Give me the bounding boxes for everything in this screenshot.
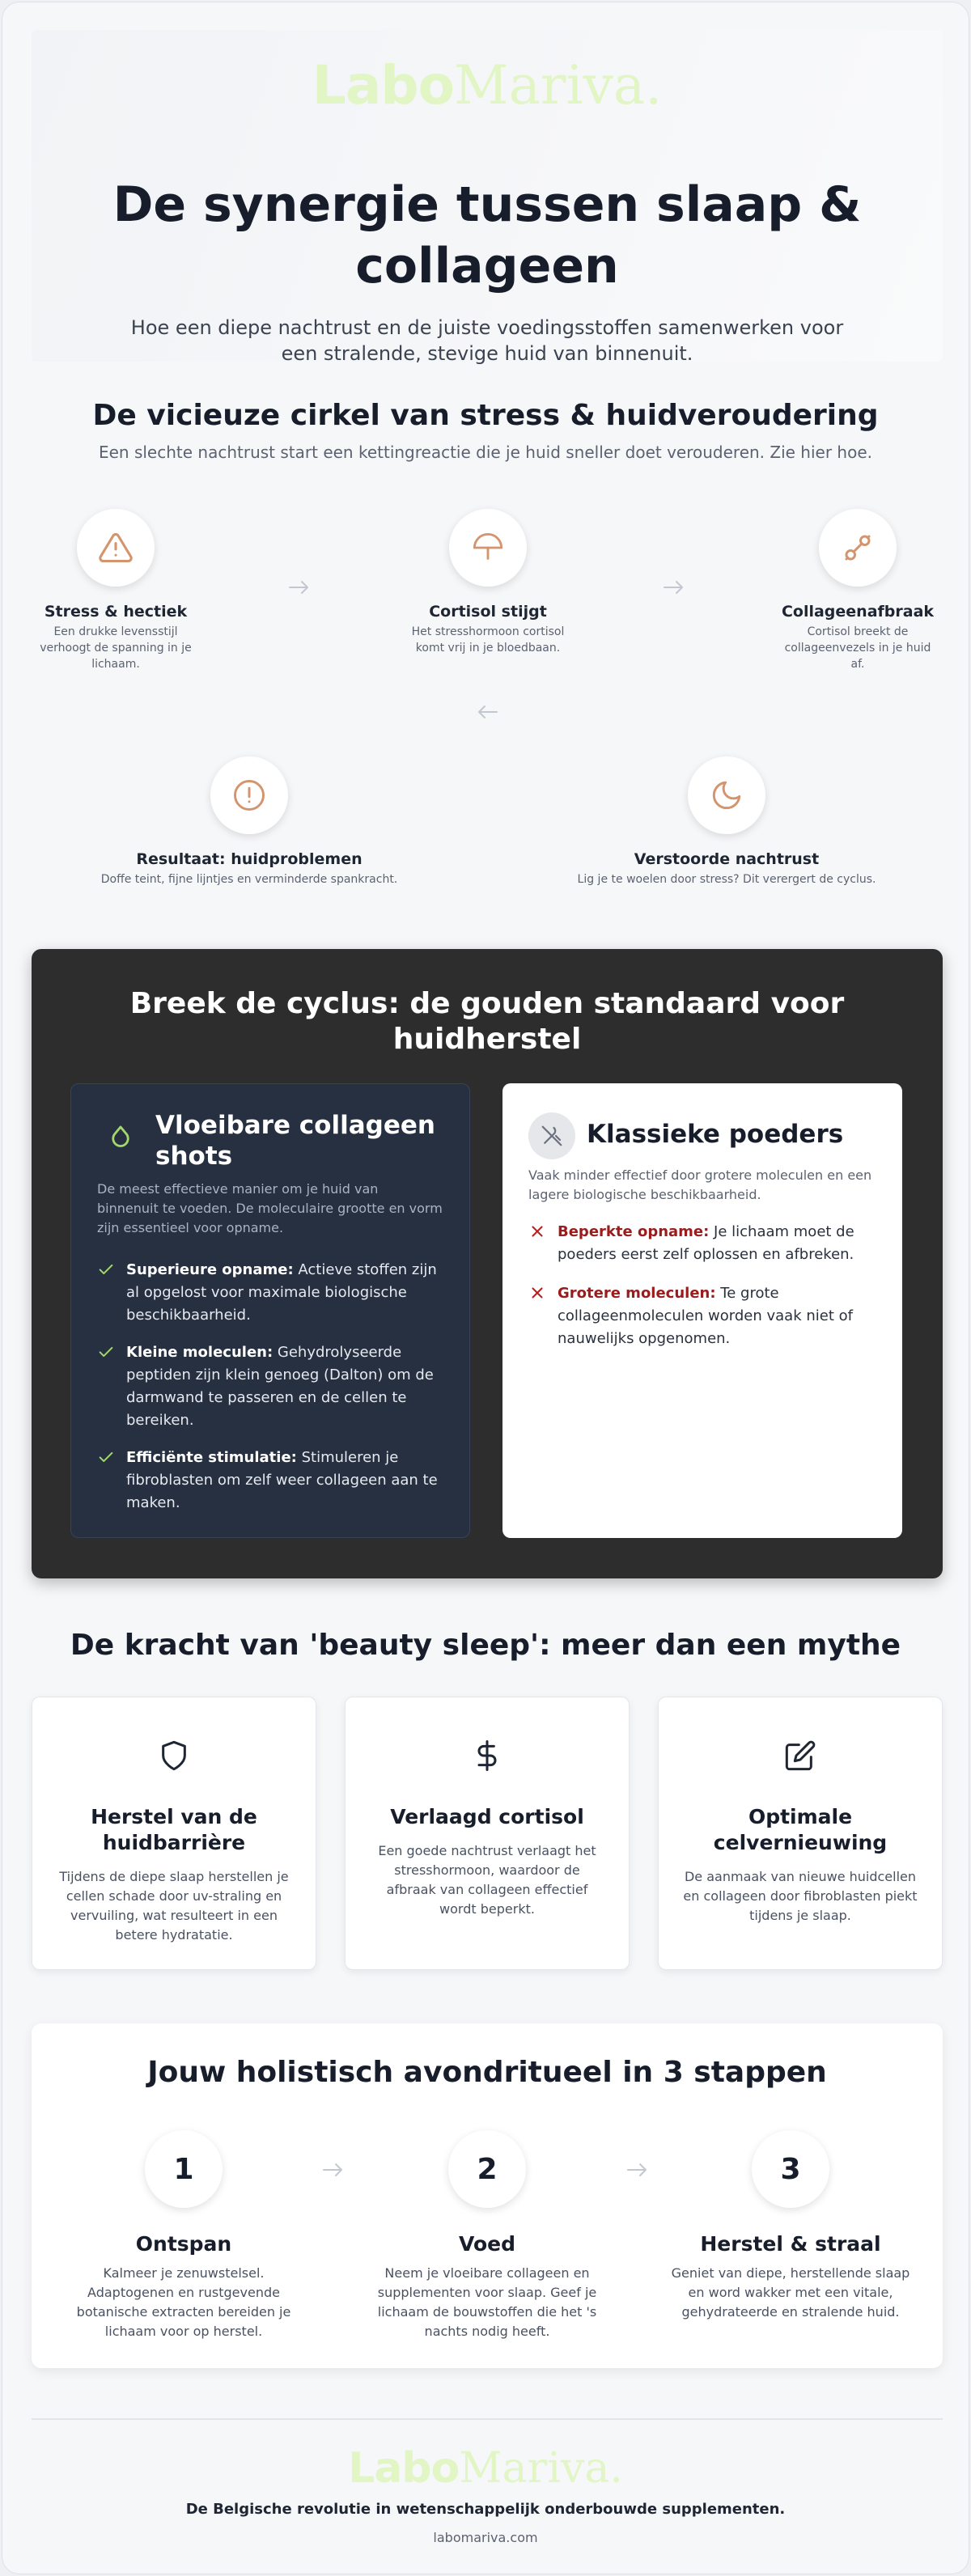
drawback-list	[528, 1221, 873, 1366]
arrow-right-icon	[287, 578, 312, 596]
step-icon-circle	[210, 756, 288, 834]
feature-card-cortisol	[345, 1697, 630, 1970]
ritual-step-3	[669, 2130, 912, 2322]
feature-text: Tijdens de diepe slaap herstellen je cellen schade door uv-straling en vervuiling, wat resulteert in een betere hydratatie.	[59, 1869, 289, 1943]
break-cycle-section	[32, 949, 943, 1578]
ritual-title: Jouw holistisch avondritueel in 3 stappen	[147, 2056, 827, 2089]
alert-circle-icon	[232, 778, 266, 812]
classic-powder-card	[502, 1083, 902, 1538]
step-text: Cortisol breekt de collageenvezels in je huid af.	[784, 625, 931, 671]
step-title: Cortisol stijgt	[429, 603, 547, 621]
umbrella-icon	[472, 532, 504, 564]
cycle-subtitle: Een slechte nachtrust start een kettingreactie die je huid sneller doet verouderen. Zie hier hoe.	[98, 443, 872, 462]
benefit-list	[97, 1259, 440, 1529]
step-title: Collageenafbraak	[781, 603, 935, 621]
shield-icon	[158, 1739, 190, 1772]
list-item: Grotere moleculen: Te grote collageenmoleculen worden vaak niet of nauwelijks opgenomen.	[528, 1282, 873, 1350]
ritual-step-text: Neem je vloeibare collageen en supplementen voor slaap. Geef je lichaam de bouwstoffen die het 's nachts nodig heeft.	[377, 2265, 597, 2339]
step-title: Stress & hectiek	[44, 603, 188, 621]
ritual-step-2	[366, 2130, 608, 2341]
card-description: Vaak minder effectief door grotere moleculen en een lagere biologische beschikbaarheid.	[528, 1167, 872, 1202]
warning-triangle-icon	[98, 530, 134, 566]
card-description: De meest effectieve manier om je huid van binnenuit te voeden. De moleculaire grootte en vorm zijn essentieel voor opname.	[97, 1181, 443, 1235]
cross-icon	[528, 1284, 546, 1302]
cycle-step-result	[83, 756, 415, 888]
feature-card-barrier	[32, 1697, 316, 1970]
step-text: Doffe teint, fijne lijntjes en verminderde spankracht.	[100, 873, 398, 886]
footer-tagline: De Belgische revolutie in wetenschappelijk onderbouwde supplementen.	[185, 2501, 786, 2518]
list-item: Kleine moleculen: Gehydrolyseerde peptiden zijn klein genoeg (Dalton) om de darmwand te passeren en de cellen te bereiken.	[97, 1341, 440, 1432]
cycle-step-cortisol	[407, 509, 569, 656]
cycle-title: De vicieuze cirkel van stress & huidveroudering	[92, 399, 879, 432]
cycle-step-stress	[35, 509, 197, 672]
feature-text: De aanmaak van nieuwe huidcellen en collageen door fibroblasten piekt tijdens je slaap.	[683, 1869, 918, 1923]
droplet-icon	[107, 1123, 134, 1150]
no-scoop-icon	[540, 1124, 564, 1148]
arrow-right-icon	[321, 2161, 346, 2179]
arrow-right-icon	[662, 578, 686, 596]
feature-text: Een goede nachtrust verlaagt het stresshormoon, waardoor de afbraak van collageen effectief wordt beperkt.	[378, 1843, 596, 1917]
ritual-step-text: Geniet van diepe, herstellende slaap en word wakker met een vitale, gehydrateerde en stralende huid.	[671, 2265, 910, 2320]
footer-divider	[32, 2418, 943, 2420]
step-icon-circle	[819, 509, 897, 587]
brand-logo: LaboMariva.	[312, 54, 663, 117]
step-icon-circle	[688, 756, 765, 834]
feature-title: Verlaagd cortisol	[390, 1805, 584, 1828]
list-item: Superieure opname: Actieve stoffen zijn al opgelost voor maximale biologische beschikbaarheid.	[97, 1259, 440, 1327]
list-item: Beperkte opname: Je lichaam moet de poeders eerst zelf oplossen en afbreken.	[528, 1221, 873, 1266]
dollar-icon	[471, 1739, 503, 1772]
card-title: Klassieke poeders	[587, 1120, 844, 1149]
hero-section	[32, 30, 943, 365]
feature-title: Optimale celvernieuwing	[713, 1805, 888, 1854]
step-icon-circle	[77, 509, 155, 587]
step-text: Lig je te woelen door stress? Dit verergert de cyclus.	[577, 873, 876, 886]
page	[2, 2, 969, 2574]
step-icon-circle	[449, 509, 527, 587]
ritual-step-text: Kalmeer je zenuwstelsel. Adaptogenen en rustgevende botanische extracten bereiden je lichaam voor op herstel.	[76, 2265, 291, 2339]
ritual-step-title: Voed	[458, 2232, 515, 2256]
ritual-step-1	[62, 2130, 305, 2341]
page-title: De synergie tussen slaap & collageen	[112, 176, 862, 294]
step-text: Een drukke levensstijl verhoogt de spanning in je lichaam.	[40, 625, 192, 671]
step-text: Het stresshormoon cortisol komt vrij in je bloedbaan.	[411, 625, 565, 655]
liquid-collagen-card	[70, 1083, 470, 1538]
ritual-step-title: Herstel & straal	[700, 2232, 881, 2256]
arrow-right-icon	[625, 2161, 650, 2179]
broken-link-icon	[841, 531, 875, 565]
break-cycle-title: Breek de cyclus: de gouden standaard voor huidherstel	[129, 987, 845, 1056]
step-number: 2	[448, 2130, 526, 2208]
feature-card-renewal	[658, 1697, 943, 1970]
arrow-left-icon	[475, 703, 499, 721]
footer-logo: LaboMariva.	[348, 2444, 623, 2493]
card-title: Vloeibare collageen shots	[155, 1111, 435, 1171]
footer-website-link[interactable]: labomariva.com	[433, 2530, 538, 2545]
edit-icon	[784, 1739, 816, 1772]
ritual-section	[32, 2023, 943, 2368]
check-icon	[97, 1448, 115, 1466]
cycle-step-sleep	[561, 756, 893, 888]
list-item: Efficiënte stimulatie: Stimuleren je fibroblasten om zelf weer collageen aan te maken.	[97, 1447, 440, 1515]
page-subtitle: Hoe een diepe nachtrust en de juiste voedingsstoffen samenwerken voor een stralende, stevige huid van binnenuit.	[130, 316, 844, 365]
check-icon	[97, 1260, 115, 1278]
step-number: 1	[145, 2130, 223, 2208]
feature-title: Herstel van de huidbarrière	[91, 1805, 257, 1854]
beauty-sleep-title: De kracht van 'beauty sleep': meer dan een mythe	[70, 1629, 901, 1662]
cross-icon	[528, 1222, 546, 1240]
ritual-step-title: Ontspan	[135, 2232, 232, 2256]
step-number: 3	[752, 2130, 829, 2208]
moon-icon	[710, 778, 744, 812]
check-icon	[97, 1343, 115, 1361]
step-title: Verstoorde nachtrust	[634, 850, 820, 868]
cycle-step-collagen	[777, 509, 939, 672]
step-title: Resultaat: huidproblemen	[136, 850, 363, 868]
